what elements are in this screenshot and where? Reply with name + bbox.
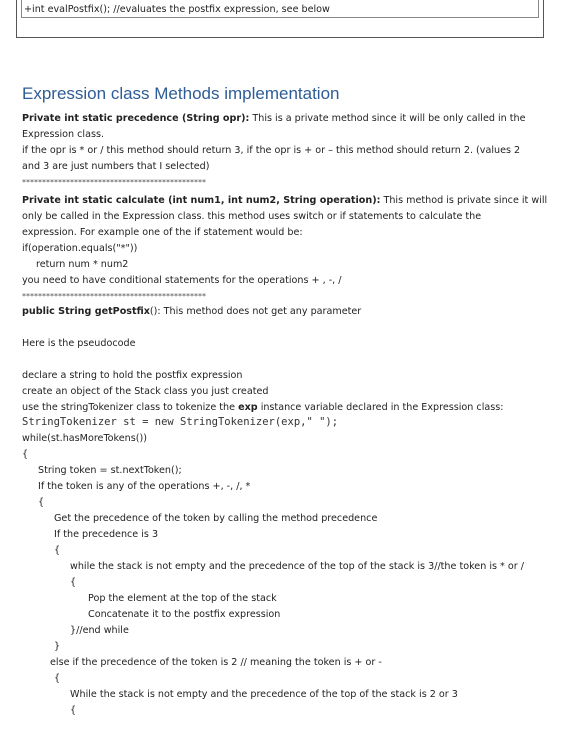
pseudo-line-16: Concatenate it to the postfix expression <box>88 609 281 620</box>
pseudo-line-11: If the precedence is 3 <box>54 529 159 540</box>
pseudo-line-14: { <box>70 577 77 588</box>
pseudo-line-3-a: use the stringTokenizer class to tokenize the <box>22 402 239 413</box>
pseudo-line-4: StringTokenizer st = new StringTokenizer(exp," "); <box>22 416 339 428</box>
calculate-desc-4: you need to have conditional statements for the operations + , -, / <box>22 275 342 286</box>
pseudo-line-8: If the token is any of the operations +, -, /, * <box>38 481 251 492</box>
pseudo-line-10: Get the precedence of the token by calling the method precedence <box>54 513 378 524</box>
precedence-desc-3: if the opr is * or / this method should return 3, if the opr is + or – this method should return 2. (values 2 <box>22 145 521 156</box>
precedence-desc-4: and 3 are just numbers that I selected) <box>22 161 210 172</box>
pseudo-line-19: else if the precedence of the token is 2 // meaning the token is + or - <box>50 657 382 668</box>
pseudo-line-6: { <box>22 449 29 460</box>
getpostfix-line <box>22 305 361 318</box>
pseudo-line-12: { <box>54 545 61 556</box>
pseudo-line-3 <box>22 401 504 414</box>
calculate-line-1 <box>22 194 547 207</box>
getpostfix-parens: (): <box>149 306 161 317</box>
pseudo-line-3-c: instance variable declared in the Expression class: <box>257 402 504 413</box>
calculate-desc-2: only be called in the Expression class. this method uses switch or if statements to calculate the <box>22 211 482 222</box>
precedence-signature: Private int static precedence (String opr): <box>22 113 250 124</box>
getpostfix-desc: This method does not get any parameter <box>160 306 362 317</box>
pseudo-line-18: } <box>54 641 61 652</box>
calculate-desc-3: expression. For example one of the if statement would be: <box>22 227 303 238</box>
calculate-code-1: if(operation.equals("*")) <box>22 243 138 254</box>
pseudo-line-5: while(st.hasMoreTokens()) <box>22 433 147 444</box>
calculate-code-2: return num * num2 <box>36 259 129 270</box>
pseudo-line-15: Pop the element at the top of the stack <box>88 593 277 604</box>
top-code-line: +int evalPostfix(); //evaluates the postfix expression, see below <box>21 0 539 18</box>
pseudo-line-17: }//end while <box>70 625 129 636</box>
pseudo-line-21: While the stack is not empty and the precedence of the top of the stack is 2 or 3 <box>70 689 458 700</box>
pseudocode-intro: Here is the pseudocode <box>22 338 136 349</box>
pseudo-line-1: declare a string to hold the postfix expression <box>22 370 243 381</box>
calculate-desc-1: This method is private since it will <box>380 195 548 206</box>
calculate-signature: Private int static calculate (int num1, int num2, String operation): <box>22 195 381 206</box>
pseudo-line-7: String token = st.nextToken(); <box>38 465 182 476</box>
getpostfix-signature: public String getPostfix <box>22 306 150 317</box>
precedence-desc-2: Expression class. <box>22 129 104 140</box>
pseudo-line-22: { <box>70 705 77 716</box>
section-heading: Expression class Methods implementation <box>22 84 340 103</box>
separator-1: ********************************************** <box>22 178 206 187</box>
pseudo-line-2: create an object of the Stack class you just created <box>22 386 269 397</box>
pseudo-line-13: while the stack is not empty and the precedence of the top of the stack is 3//the token is * or / <box>70 561 524 572</box>
top-code-box <box>16 0 544 38</box>
pseudo-line-9: { <box>38 497 45 508</box>
pseudo-line-3-exp: exp <box>238 402 258 413</box>
precedence-line-1 <box>22 112 526 125</box>
pseudo-line-20: { <box>54 673 61 684</box>
precedence-desc-1: This is a private method since it will be only called in the <box>249 113 526 124</box>
separator-2: ********************************************** <box>22 292 206 301</box>
